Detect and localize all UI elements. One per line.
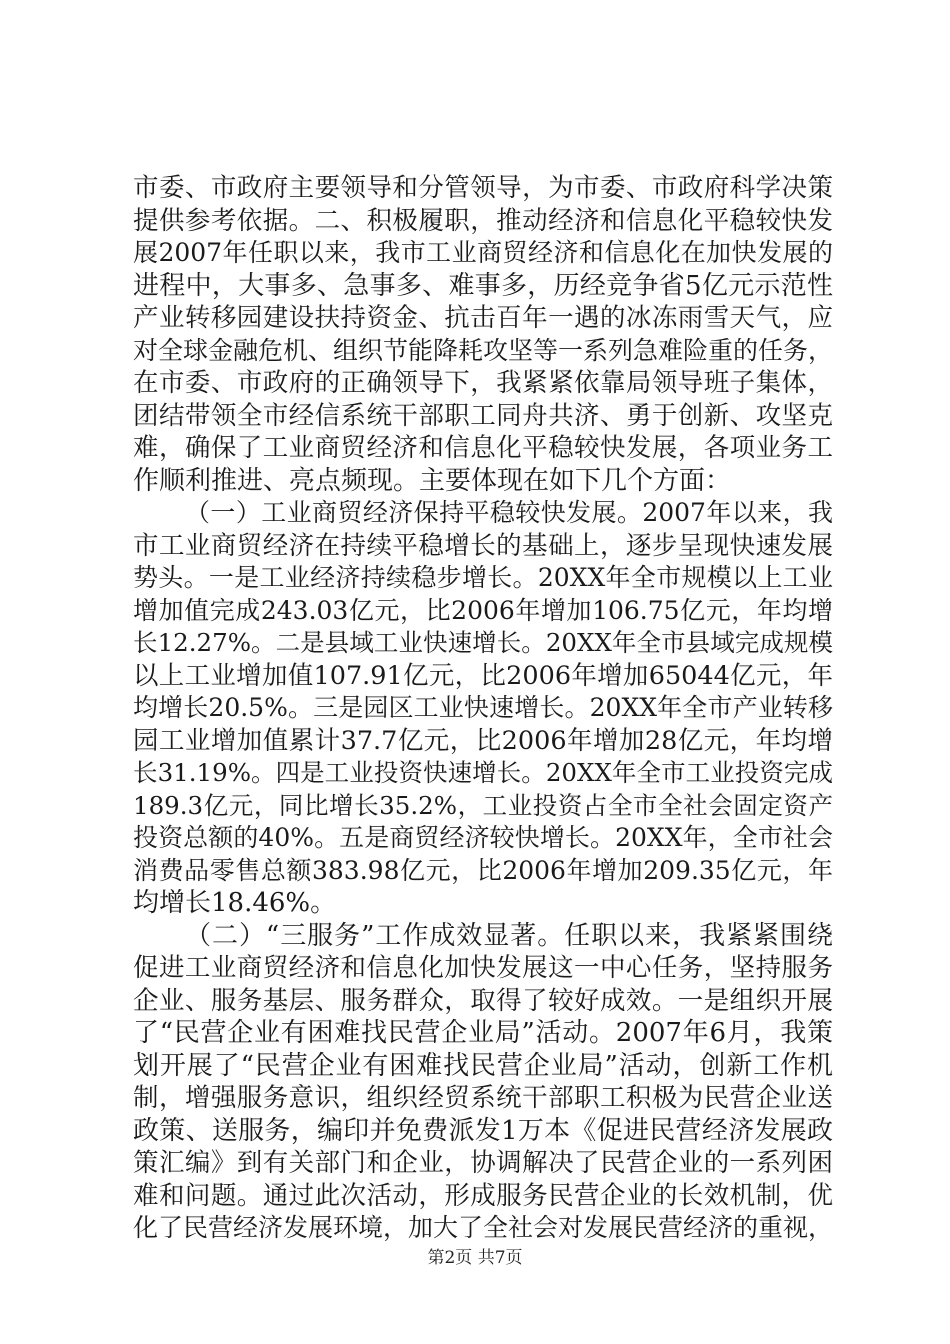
body-text [133,172,833,1245]
text-line: 189.3亿元，同比增长35.2%，工业投资占全市全社会固定资产 [133,790,833,820]
text-line: 市工业商贸经济在持续平稳增长的基础上，逐步呈现快速发展 [133,530,833,561]
text-line: 展2007年任职以来，我市工业商贸经济和信息化在加快发展的 [133,238,833,267]
text-line: 了“民营企业有困难找民营企业局”活动。2007年6月，我策 [133,1018,833,1048]
text-line: 划开展了“民营企业有困难找民营企业局”活动，创新工作机 [133,1050,833,1081]
text-line: 化了民营经济发展环境，加大了全社会对发展民营经济的重视， [133,1213,834,1242]
text-line: 团结带领全市经信系统干部职工同舟共济、勇于创新、攻坚克 [133,400,833,431]
text-line: 促进工业商贸经济和信息化加快发展这一中心任务，坚持服务 [133,953,833,983]
text-line: 进程中，大事多、急事多、难事多，历经竞争省5亿元示范性 [133,270,833,301]
text-line: 园工业增加值累计37.7亿元，比2006年增加28亿元，年均增 [133,725,833,756]
text-line: 均增长20.5%。三是园区工业快速增长。20XX年全市产业转移 [133,693,833,722]
text-line: （一）工业商贸经济保持平稳较快发展。2007年以来，我 [185,498,833,527]
text-line: 均增长18.46%。 [133,888,337,918]
text-line: 长12.27%。二是县域工业快速增长。20XX年全市县域完成规模 [133,628,833,657]
page-footer: 第2页 共7页 [427,1248,523,1268]
text-line: 长31.19%。四是工业投资快速增长。20XX年全市工业投资完成 [133,758,833,787]
text-line: 策汇编》到有关部门和企业，协调解决了民营企业的一系列困 [133,1148,833,1178]
text-line: 市委、市政府主要领导和分管领导，为市委、市政府科学决策 [133,173,833,203]
text-line: 作顺利推进、亮点频现。主要体现在如下几个方面： [133,465,732,496]
text-line: 对全球金融危机、组织节能降耗攻坚等一系列急难险重的任务， [133,335,834,365]
text-line: 产业转移园建设扶持资金、抗击百年一遇的冰冻雨雪天气，应 [133,303,833,333]
text-line: （二）“三服务”工作成效显著。任职以来，我紧紧围绕 [185,920,833,951]
text-line: 制，增强服务意识，组织经贸系统干部职工积极为民营企业送 [133,1083,833,1113]
text-line: 提供参考依据。二、积极履职，推动经济和信息化平稳较快发 [133,205,833,236]
text-line: 增加值完成243.03亿元，比2006年增加106.75亿元，年均增 [133,595,833,625]
text-line: 企业、服务基层、服务群众，取得了较好成效。一是组织开展 [133,985,833,1016]
text-line: 以上工业增加值107.91亿元，比2006年增加65044亿元，年 [133,660,833,691]
text-line: 消费品零售总额383.98亿元，比2006年增加209.35亿元，年 [133,855,833,885]
text-line: 势头。一是工业经济持续稳步增长。20XX年全市规模以上工业 [133,563,833,592]
text-line: 政策、送服务，编印并免费派发1万本《促进民营经济发展政 [133,1115,833,1146]
text-line: 在市委、市政府的正确领导下，我紧紧依靠局领导班子集体， [133,368,833,398]
text-line: 难，确保了工业商贸经济和信息化平稳较快发展，各项业务工 [133,433,833,463]
text-line: 投资总额的40%。五是商贸经济较快增长。20XX年，全市社会 [133,823,833,852]
text-line: 难和问题。通过此次活动，形成服务民营企业的长效机制，优 [133,1180,833,1211]
